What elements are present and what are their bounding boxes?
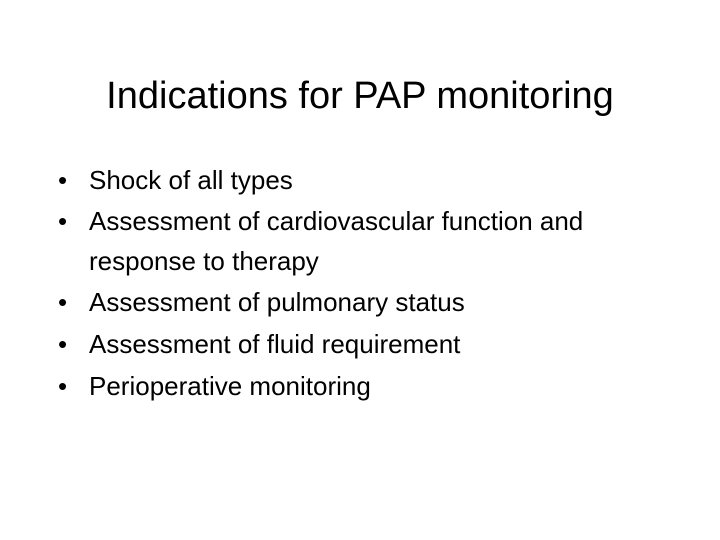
bullet-item-perioperative bbox=[58, 365, 678, 407]
bullet-dot-icon: • bbox=[58, 165, 68, 195]
bullet-text: Assessment of fluid requirement bbox=[89, 329, 461, 359]
bullet-item-cardiovascular bbox=[58, 201, 678, 281]
bullet-text: Shock of all types bbox=[89, 165, 293, 195]
bullet-list bbox=[58, 159, 678, 407]
bullet-text: Assessment of cardiovascular function and response to therapy bbox=[89, 206, 584, 276]
bullet-item-pulmonary bbox=[58, 281, 678, 323]
bullet-dot-icon: • bbox=[58, 206, 68, 236]
slide-title: Indications for PAP monitoring bbox=[106, 75, 614, 117]
bullet-dot-icon: • bbox=[58, 329, 68, 359]
bullet-dot-icon: • bbox=[58, 287, 68, 317]
bullet-text: Assessment of pulmonary status bbox=[89, 287, 465, 317]
bullet-item-fluid bbox=[58, 323, 678, 365]
bullet-text: Perioperative monitoring bbox=[89, 371, 371, 401]
bullet-item-shock bbox=[58, 159, 678, 201]
bullet-dot-icon: • bbox=[58, 371, 68, 401]
